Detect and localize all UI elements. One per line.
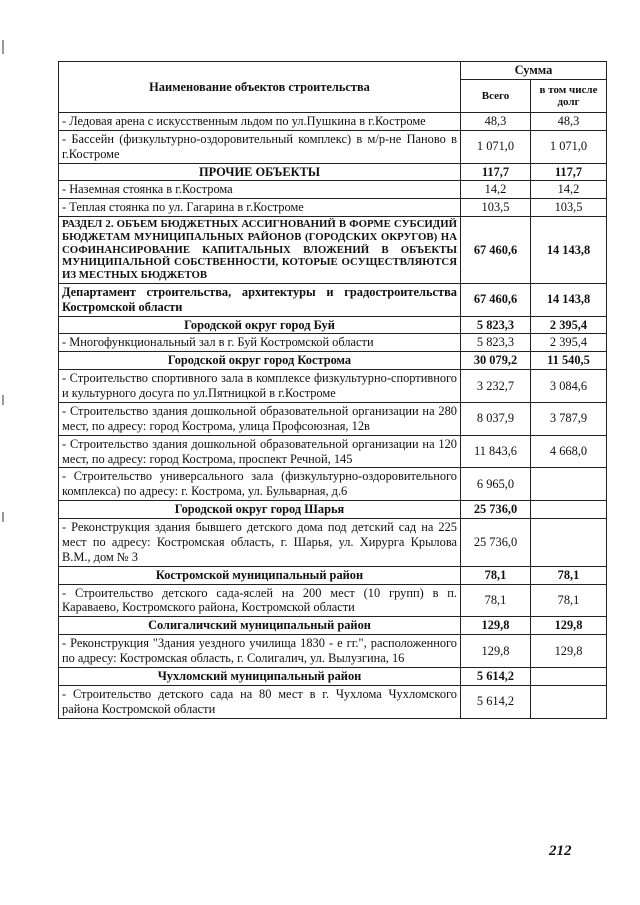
table-row <box>59 352 607 370</box>
table-row <box>59 468 607 501</box>
row-debt: 14 143,8 <box>531 217 607 284</box>
row-name: Городской округ город Шарья <box>59 501 461 519</box>
row-name: - Строительство детского сада-яслей на 200 мест (10 групп) в п. Караваево, Костромского района, Костромской области <box>59 584 461 617</box>
table-row <box>59 566 607 584</box>
table-row <box>59 283 607 316</box>
row-debt <box>531 667 607 685</box>
row-total: 25 736,0 <box>461 501 531 519</box>
row-name: ПРОЧИЕ ОБЪЕКТЫ <box>59 163 461 181</box>
row-debt <box>531 685 607 718</box>
table-row <box>59 435 607 468</box>
table-header-row <box>59 62 607 80</box>
header-name: Наименование объектов строительства <box>59 62 461 113</box>
row-name: Департамент строительства, архитектуры и градостроительства Костромской области <box>59 283 461 316</box>
margin-scan-mark <box>2 40 4 54</box>
row-debt: 11 540,5 <box>531 352 607 370</box>
row-total: 103,5 <box>461 199 531 217</box>
row-total: 5 823,3 <box>461 316 531 334</box>
row-debt: 129,8 <box>531 635 607 668</box>
row-total: 117,7 <box>461 163 531 181</box>
row-name: - Бассейн (физкультурно-оздоровительный комплекс) в м/р-не Паново в г.Костроме <box>59 130 461 163</box>
row-debt <box>531 468 607 501</box>
row-name: - Ледовая арена с искусственным льдом по ул.Пушкина в г.Костроме <box>59 112 461 130</box>
table-row <box>59 685 607 718</box>
table-row <box>59 217 607 284</box>
row-name: Городской округ город Буй <box>59 316 461 334</box>
table-row <box>59 519 607 567</box>
table-row <box>59 199 607 217</box>
row-name: - Строительство здания дошкольной образовательной организации на 280 мест, по адресу: город Кострома, улица Профсоюзная, 12в <box>59 402 461 435</box>
row-total: 78,1 <box>461 584 531 617</box>
row-name: - Строительство универсального зала (физкультурно-оздоровительного комплекса) по адресу: г. Кострома, ул. Бульварная, д.6 <box>59 468 461 501</box>
table-row <box>59 635 607 668</box>
row-total: 25 736,0 <box>461 519 531 567</box>
row-debt: 117,7 <box>531 163 607 181</box>
margin-scan-mark <box>2 512 4 522</box>
header-debt: в том числе долг <box>531 79 607 112</box>
row-debt: 14 143,8 <box>531 283 607 316</box>
row-name: - Теплая стоянка по ул. Гагарина в г.Костроме <box>59 199 461 217</box>
row-total: 1 071,0 <box>461 130 531 163</box>
row-total: 129,8 <box>461 635 531 668</box>
row-total: 67 460,6 <box>461 217 531 284</box>
row-debt: 103,5 <box>531 199 607 217</box>
row-name: - Наземная стоянка в г.Кострома <box>59 181 461 199</box>
row-debt <box>531 501 607 519</box>
row-debt: 1 071,0 <box>531 130 607 163</box>
row-total: 78,1 <box>461 566 531 584</box>
header-sum: Сумма <box>461 62 607 80</box>
row-debt: 78,1 <box>531 566 607 584</box>
table-row <box>59 334 607 352</box>
table-row <box>59 316 607 334</box>
table-row <box>59 130 607 163</box>
row-name: Городской округ город Кострома <box>59 352 461 370</box>
row-name: Костромской муниципальный район <box>59 566 461 584</box>
row-total: 67 460,6 <box>461 283 531 316</box>
row-debt: 2 395,4 <box>531 316 607 334</box>
page-number: 212 <box>549 843 572 859</box>
row-total: 5 823,3 <box>461 334 531 352</box>
row-total: 14,2 <box>461 181 531 199</box>
table-row <box>59 181 607 199</box>
row-name: - Многофункциональный зал в г. Буй Костромской области <box>59 334 461 352</box>
table-row <box>59 584 607 617</box>
margin-scan-mark <box>2 395 4 405</box>
row-total: 129,8 <box>461 617 531 635</box>
row-debt: 48,3 <box>531 112 607 130</box>
row-total: 30 079,2 <box>461 352 531 370</box>
row-total: 48,3 <box>461 112 531 130</box>
row-name: РАЗДЕЛ 2. ОБЪЕМ БЮДЖЕТНЫХ АССИГНОВАНИЙ В ФОРМЕ СУБСИДИЙ БЮДЖЕТАМ МУНИЦИПАЛЬНЫХ РАЙОНОВ (ГОРОДСКИХ ОКРУГОВ) НА СОФИНАНСИРОВАНИЕ КАПИТАЛЬНЫХ ВЛОЖЕНИЙ В ОБЪЕКТЫ МУНИЦИПАЛЬНОЙ СОБСТВЕННОСТИ, КОТОРЫЕ ОСУЩЕСТВЛЯЮТСЯ ИЗ МЕСТНЫХ БЮДЖЕТОВ <box>59 217 461 284</box>
row-debt: 129,8 <box>531 617 607 635</box>
row-name: - Реконструкция "Здания уездного училища 1830 - е гг.", расположенного по адресу: Костромская область, г. Солигалич, ул. Вылузгина, 16 <box>59 635 461 668</box>
row-name: Чухломский муниципальный район <box>59 667 461 685</box>
row-name: - Строительство детского сада на 80 мест в г. Чухлома Чухломского района Костромской области <box>59 685 461 718</box>
row-total: 11 843,6 <box>461 435 531 468</box>
table-row <box>59 402 607 435</box>
table-row <box>59 370 607 403</box>
row-debt: 3 084,6 <box>531 370 607 403</box>
budget-table <box>58 61 607 719</box>
table-body <box>59 112 607 718</box>
row-total: 3 232,7 <box>461 370 531 403</box>
row-name: - Строительство здания дошкольной образовательной организации на 120 мест, по адресу: город Кострома, проспект Речной, 145 <box>59 435 461 468</box>
table-row <box>59 112 607 130</box>
row-total: 6 965,0 <box>461 468 531 501</box>
row-total: 5 614,2 <box>461 667 531 685</box>
table-row <box>59 163 607 181</box>
row-debt: 3 787,9 <box>531 402 607 435</box>
header-total: Всего <box>461 79 531 112</box>
row-debt <box>531 519 607 567</box>
row-debt: 14,2 <box>531 181 607 199</box>
row-total: 8 037,9 <box>461 402 531 435</box>
row-name: - Строительство спортивного зала в комплексе физкультурно-спортивного и культурного досуга по ул.Пятницкой в г.Костроме <box>59 370 461 403</box>
row-total: 5 614,2 <box>461 685 531 718</box>
row-name: - Реконструкция здания бывшего детского дома под детский сад на 225 мест по адресу: Костромская область, г. Шарья, ул. Хирурга Крылова В.М., дом № 3 <box>59 519 461 567</box>
row-debt: 4 668,0 <box>531 435 607 468</box>
row-name: Солигаличский муниципальный район <box>59 617 461 635</box>
row-debt: 2 395,4 <box>531 334 607 352</box>
table-row <box>59 501 607 519</box>
table-row <box>59 667 607 685</box>
table-row <box>59 617 607 635</box>
row-debt: 78,1 <box>531 584 607 617</box>
